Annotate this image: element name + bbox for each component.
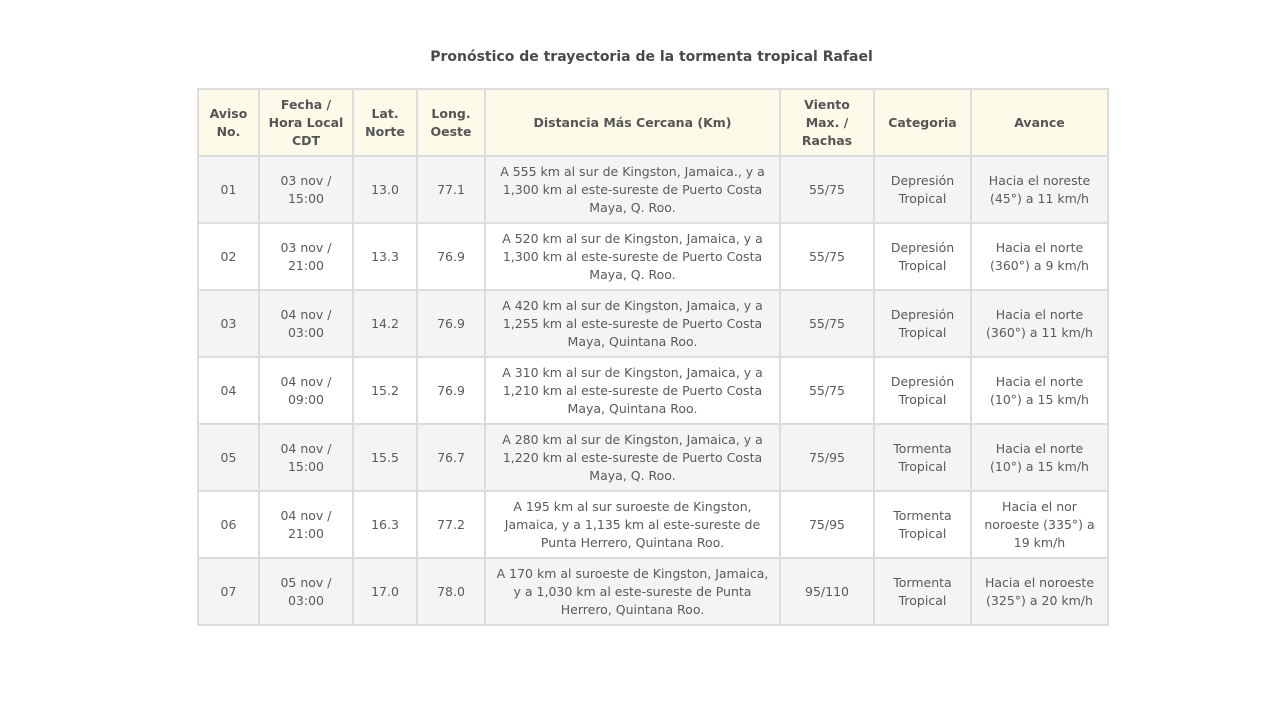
cell-avance: Hacia el noroeste (325°) a 20 km/h (971, 558, 1108, 625)
cell-long: 76.7 (417, 424, 485, 491)
cell-fecha: 05 nov / 03:00 (259, 558, 353, 625)
cell-distancia: A 420 km al sur de Kingston, Jamaica, y a 1,255 km al este-sureste de Puerto Costa Maya, Quintana Roo. (485, 290, 780, 357)
cell-avance: Hacia el norte (10°) a 15 km/h (971, 424, 1108, 491)
cell-distancia: A 555 km al sur de Kingston, Jamaica., y a 1,300 km al este-sureste de Puerto Costa Maya, Q. Roo. (485, 156, 780, 223)
cell-fecha: 04 nov / 03:00 (259, 290, 353, 357)
cell-distancia: A 170 km al suroeste de Kingston, Jamaica, y a 1,030 km al este-sureste de Punta Herrero, Quintana Roo. (485, 558, 780, 625)
cell-distancia: A 195 km al sur suroeste de Kingston, Jamaica, y a 1,135 km al este-sureste de Punta Herrero, Quintana Roo. (485, 491, 780, 558)
cell-avance: Hacia el nor noroeste (335°) a 19 km/h (971, 491, 1108, 558)
table-row (198, 290, 1108, 357)
cell-long: 76.9 (417, 290, 485, 357)
cell-lat: 15.2 (353, 357, 417, 424)
cell-lat: 14.2 (353, 290, 417, 357)
cell-viento: 95/110 (780, 558, 874, 625)
cell-avance: Hacia el noreste (45°) a 11 km/h (971, 156, 1108, 223)
cell-lat: 15.5 (353, 424, 417, 491)
cell-fecha: 03 nov / 21:00 (259, 223, 353, 290)
table-row (198, 223, 1108, 290)
cell-viento: 55/75 (780, 357, 874, 424)
cell-avance: Hacia el norte (360°) a 9 km/h (971, 223, 1108, 290)
header-avance: Avance (971, 89, 1108, 156)
header-lat: Lat. Norte (353, 89, 417, 156)
header-fecha: Fecha / Hora Local CDT (259, 89, 353, 156)
table-row (198, 491, 1108, 558)
cell-distancia: A 310 km al sur de Kingston, Jamaica, y a 1,210 km al este-sureste de Puerto Costa Maya, Quintana Roo. (485, 357, 780, 424)
cell-distancia: A 280 km al sur de Kingston, Jamaica, y a 1,220 km al este-sureste de Puerto Costa Maya, Q. Roo. (485, 424, 780, 491)
cell-lat: 13.3 (353, 223, 417, 290)
cell-viento: 55/75 (780, 156, 874, 223)
header-viento: Viento Max. / Rachas (780, 89, 874, 156)
cell-viento: 75/95 (780, 491, 874, 558)
forecast-table (197, 88, 1109, 626)
cell-lat: 16.3 (353, 491, 417, 558)
cell-fecha: 04 nov / 15:00 (259, 424, 353, 491)
cell-long: 78.0 (417, 558, 485, 625)
cell-aviso: 03 (198, 290, 259, 357)
table-row (198, 424, 1108, 491)
cell-categoria: Depresión Tropical (874, 223, 971, 290)
header-categoria: Categoria (874, 89, 971, 156)
cell-fecha: 04 nov / 21:00 (259, 491, 353, 558)
cell-distancia: A 520 km al sur de Kingston, Jamaica, y a 1,300 km al este-sureste de Puerto Costa Maya, Q. Roo. (485, 223, 780, 290)
cell-lat: 17.0 (353, 558, 417, 625)
cell-long: 77.2 (417, 491, 485, 558)
cell-fecha: 04 nov / 09:00 (259, 357, 353, 424)
cell-categoria: Depresión Tropical (874, 357, 971, 424)
cell-aviso: 04 (198, 357, 259, 424)
header-row (198, 89, 1108, 156)
cell-categoria: Depresión Tropical (874, 156, 971, 223)
cell-aviso: 05 (198, 424, 259, 491)
table-row (198, 156, 1108, 223)
cell-avance: Hacia el norte (10°) a 15 km/h (971, 357, 1108, 424)
cell-long: 76.9 (417, 223, 485, 290)
cell-viento: 55/75 (780, 290, 874, 357)
page-title: Pronóstico de trayectoria de la tormenta tropical Rafael (430, 49, 873, 65)
cell-aviso: 07 (198, 558, 259, 625)
cell-long: 77.1 (417, 156, 485, 223)
cell-aviso: 06 (198, 491, 259, 558)
header-distancia: Distancia Más Cercana (Km) (485, 89, 780, 156)
cell-avance: Hacia el norte (360°) a 11 km/h (971, 290, 1108, 357)
header-aviso: Aviso No. (198, 89, 259, 156)
table-row (198, 558, 1108, 625)
cell-aviso: 01 (198, 156, 259, 223)
cell-lat: 13.0 (353, 156, 417, 223)
cell-viento: 75/95 (780, 424, 874, 491)
cell-categoria: Tormenta Tropical (874, 424, 971, 491)
cell-categoria: Tormenta Tropical (874, 491, 971, 558)
cell-long: 76.9 (417, 357, 485, 424)
cell-viento: 55/75 (780, 223, 874, 290)
cell-aviso: 02 (198, 223, 259, 290)
table-row (198, 357, 1108, 424)
cell-categoria: Tormenta Tropical (874, 558, 971, 625)
cell-categoria: Depresión Tropical (874, 290, 971, 357)
cell-fecha: 03 nov / 15:00 (259, 156, 353, 223)
header-long: Long. Oeste (417, 89, 485, 156)
